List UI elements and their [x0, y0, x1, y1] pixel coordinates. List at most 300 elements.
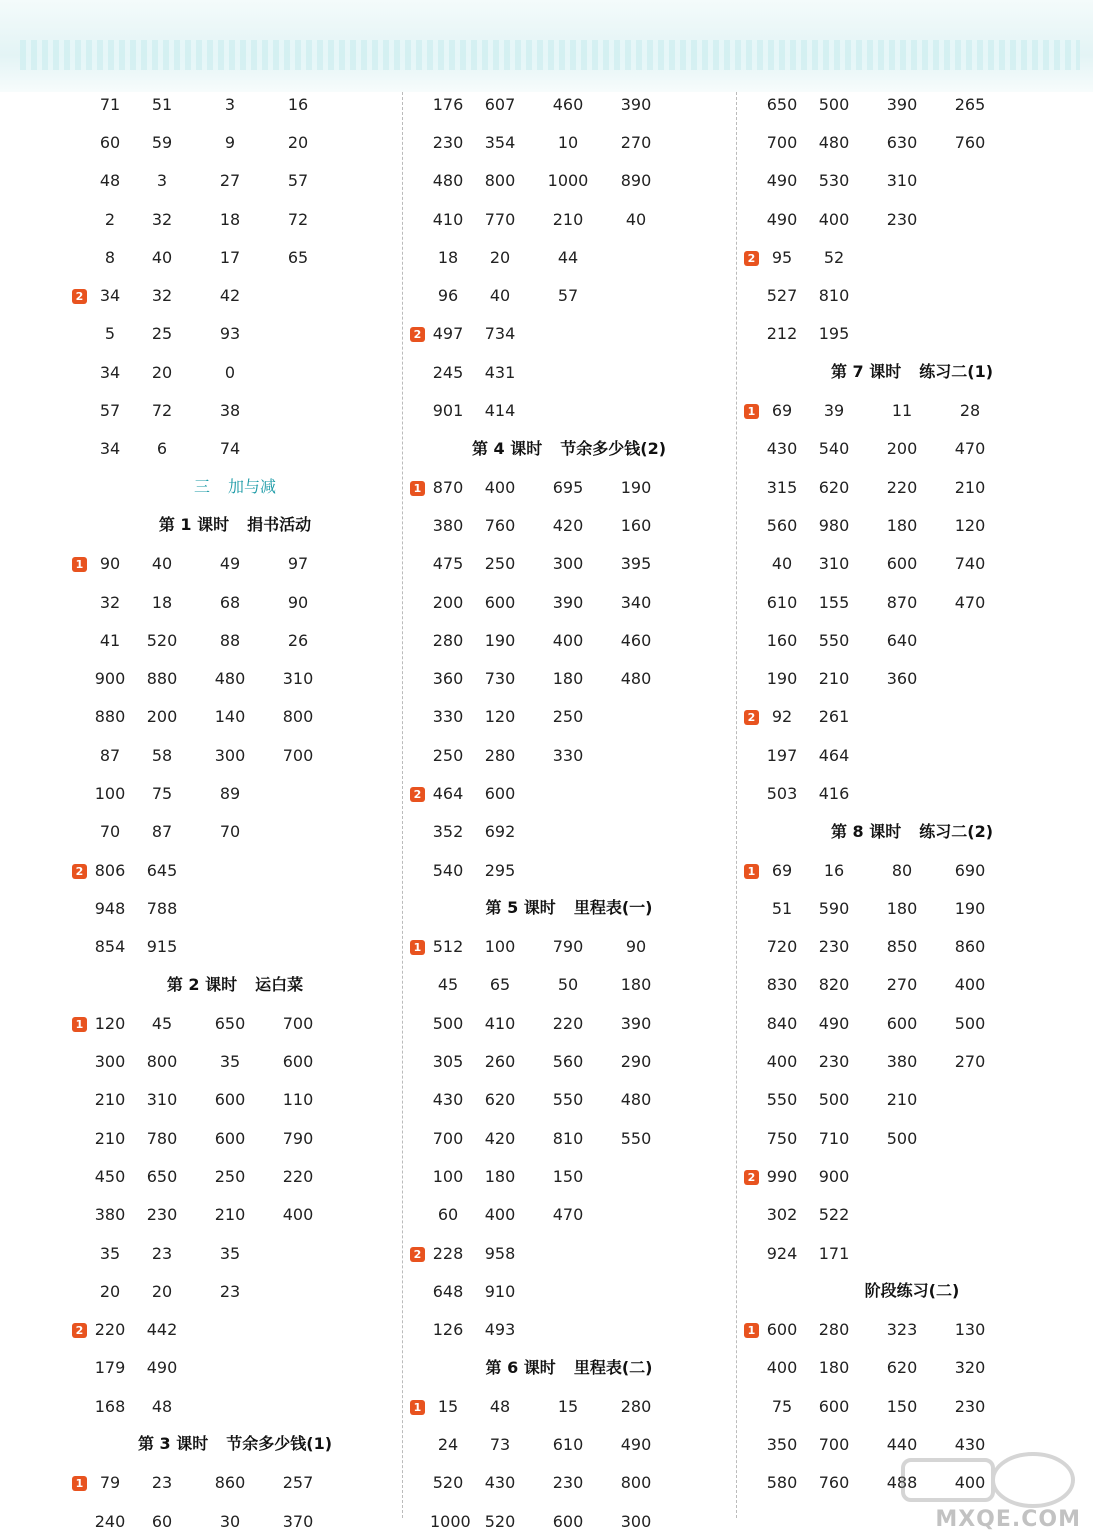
answer-value: 810 [818, 286, 850, 306]
answer-value: 550 [552, 1090, 584, 1110]
answer-value: 6 [156, 439, 168, 459]
answer-value: 475 [432, 554, 464, 574]
answer-value: 600 [484, 783, 516, 803]
answer-row [742, 966, 1082, 1004]
answer-value: 420 [484, 1128, 516, 1148]
answer-value: 890 [620, 171, 652, 191]
answer-row [408, 85, 730, 123]
answer-value: 354 [484, 132, 516, 152]
answer-value: 60 [437, 1205, 459, 1225]
answer-row [70, 276, 400, 314]
answer-value: 490 [620, 1435, 652, 1455]
answer-value: 648 [432, 1281, 464, 1301]
answer-value: 800 [146, 1052, 178, 1072]
answer-value: 9 [224, 132, 236, 152]
question-number-badge: 2 [72, 864, 87, 879]
answer-value: 550 [766, 1090, 798, 1110]
answer-value: 315 [766, 477, 798, 497]
answer-value: 190 [766, 669, 798, 689]
answer-value: 360 [886, 669, 918, 689]
answer-value: 18 [437, 247, 459, 267]
answer-row [742, 1081, 1082, 1119]
answer-value: 190 [484, 630, 516, 650]
answer-value: 600 [214, 1128, 246, 1148]
answer-value: 79 [99, 1473, 121, 1493]
answer-row [408, 1464, 730, 1502]
answer-value: 430 [766, 439, 798, 459]
answer-value: 980 [818, 515, 850, 535]
answer-value: 51 [771, 898, 793, 918]
answer-value: 261 [818, 707, 850, 727]
answer-row [408, 1234, 730, 1272]
lesson-title: 节余多少钱(2) [560, 438, 667, 458]
answer-value: 80 [891, 860, 913, 880]
answer-value: 330 [552, 745, 584, 765]
answer-value: 440 [886, 1435, 918, 1455]
answer-value: 550 [818, 630, 850, 650]
answer-value: 3 [156, 171, 168, 191]
answer-value: 400 [954, 975, 986, 995]
answer-row [70, 1502, 400, 1540]
answer-value: 87 [99, 745, 121, 765]
answer-value: 210 [94, 1128, 126, 1148]
answer-row [408, 1311, 730, 1349]
lesson-number: 第 4 课时 [471, 438, 543, 458]
badge-slot [408, 784, 430, 803]
answer-value: 788 [146, 898, 178, 918]
answer-value: 70 [99, 822, 121, 842]
answer-value: 503 [766, 783, 798, 803]
answer-row [70, 353, 400, 391]
answer-value: 390 [552, 592, 584, 612]
lesson-title: 里程表(二) [573, 1357, 653, 1377]
answer-row [408, 353, 730, 391]
answer-row [408, 583, 730, 621]
answer-row [742, 545, 1082, 583]
answer-row [742, 276, 1082, 314]
answer-value: 250 [484, 554, 516, 574]
answer-value: 620 [818, 477, 850, 497]
answer-value: 1000 [430, 1511, 471, 1531]
answer-value: 910 [484, 1281, 516, 1301]
question-number-badge: 2 [410, 1247, 425, 1262]
answer-value: 600 [552, 1511, 584, 1531]
answer-value: 840 [766, 1013, 798, 1033]
answer-value: 645 [146, 860, 178, 880]
answer-value: 44 [557, 247, 579, 267]
answer-row [408, 123, 730, 161]
answer-value: 65 [287, 247, 309, 267]
lesson-title: 练习二(1) [919, 362, 994, 382]
answer-value: 530 [818, 171, 850, 191]
answer-value: 34 [99, 439, 121, 459]
badge-slot [742, 707, 764, 726]
answer-row [408, 391, 730, 429]
answer-value: 150 [552, 1166, 584, 1186]
answer-value: 90 [287, 592, 309, 612]
answer-value: 380 [432, 515, 464, 535]
answer-value: 120 [94, 1013, 126, 1033]
answer-value: 600 [282, 1052, 314, 1072]
watermark-site: MXQE.COM [935, 1507, 1081, 1532]
answer-row [70, 1387, 400, 1425]
answer-value: 70 [219, 822, 241, 842]
answer-value: 230 [818, 1052, 850, 1072]
answer-value: 17 [219, 247, 241, 267]
answer-value: 60 [151, 1511, 173, 1531]
answer-value: 500 [818, 1090, 850, 1110]
answer-value: 2 [104, 209, 116, 229]
question-number-badge: 1 [744, 404, 759, 419]
question-number-badge: 2 [72, 289, 87, 304]
answer-value: 410 [432, 209, 464, 229]
unit-title: 加与减 [228, 476, 277, 496]
answer-value: 150 [886, 1396, 918, 1416]
answer-value: 180 [886, 515, 918, 535]
answer-value: 90 [625, 937, 647, 957]
answer-value: 280 [432, 630, 464, 650]
answer-value: 30 [219, 1511, 241, 1531]
answer-value: 72 [151, 401, 173, 421]
answer-value: 330 [432, 707, 464, 727]
answer-value: 200 [432, 592, 464, 612]
answer-value: 580 [766, 1473, 798, 1493]
answer-value: 270 [954, 1052, 986, 1072]
answer-value: 270 [620, 132, 652, 152]
lesson-number: 第 5 课时 [485, 898, 556, 918]
answer-row [70, 736, 400, 774]
answer-row [742, 1004, 1082, 1042]
answer-value: 35 [99, 1243, 121, 1263]
answer-value: 830 [766, 975, 798, 995]
lesson-number: 第 8 课时 [830, 821, 902, 841]
answer-value: 69 [771, 860, 793, 880]
lesson-number: 第 3 课时 [137, 1434, 209, 1454]
answer-value: 800 [620, 1473, 652, 1493]
answer-value: 48 [151, 1396, 173, 1416]
answer-row [408, 1119, 730, 1157]
answer-row [70, 1349, 400, 1387]
lesson-heading [70, 966, 400, 1004]
answer-row [408, 468, 730, 506]
answer-value: 265 [954, 94, 986, 114]
answer-value: 120 [954, 515, 986, 535]
answer-row [70, 391, 400, 429]
answer-value: 480 [620, 669, 652, 689]
answer-value: 420 [552, 515, 584, 535]
column-divider [402, 92, 403, 1518]
answer-value: 520 [432, 1473, 464, 1493]
answer-row [70, 1157, 400, 1195]
answer-value: 1000 [547, 171, 589, 191]
answer-value: 395 [620, 554, 652, 574]
answer-value: 490 [766, 171, 798, 191]
answer-value: 310 [886, 171, 918, 191]
answer-value: 520 [484, 1511, 516, 1531]
answer-value: 550 [620, 1128, 652, 1148]
answer-value: 310 [146, 1090, 178, 1110]
answer-value: 380 [886, 1052, 918, 1072]
answer-value: 854 [94, 937, 126, 957]
badge-slot [70, 554, 92, 573]
answer-value: 880 [146, 669, 178, 689]
answer-value: 210 [94, 1090, 126, 1110]
answer-value: 522 [818, 1205, 850, 1225]
answer-value: 900 [94, 669, 126, 689]
answer-value: 806 [94, 860, 126, 880]
answer-value: 710 [818, 1128, 850, 1148]
answer-value: 57 [287, 171, 309, 191]
answer-value: 100 [484, 937, 516, 957]
answer-value: 48 [489, 1396, 511, 1416]
answer-row [408, 276, 730, 314]
answer-value: 32 [151, 286, 173, 306]
answer-value: 27 [219, 171, 241, 191]
badge-slot [742, 1167, 764, 1186]
answer-row [742, 698, 1082, 736]
lesson-heading [70, 1425, 400, 1463]
lesson-title: 阶段练习(二) [864, 1281, 960, 1301]
answer-value: 450 [94, 1166, 126, 1186]
answer-value: 901 [432, 401, 464, 421]
answer-value: 48 [99, 171, 121, 191]
answer-row [70, 1311, 400, 1349]
answer-row [408, 698, 730, 736]
answer-row [408, 1004, 730, 1042]
answer-value: 210 [954, 477, 986, 497]
answer-value: 15 [557, 1396, 579, 1416]
answer-value: 390 [620, 94, 652, 114]
lesson-title: 练习二(2) [919, 821, 994, 841]
answer-value: 88 [219, 630, 241, 650]
answer-row [742, 1387, 1082, 1425]
answer-value: 180 [552, 669, 584, 689]
answer-value: 600 [886, 1013, 918, 1033]
answer-value: 228 [432, 1243, 464, 1263]
answer-value: 32 [151, 209, 173, 229]
answer-value: 480 [620, 1090, 652, 1110]
badge-slot [70, 286, 92, 305]
answer-value: 179 [94, 1358, 126, 1378]
answer-value: 34 [99, 286, 121, 306]
answer-value: 171 [818, 1243, 850, 1263]
answer-row [70, 200, 400, 238]
answer-value: 400 [282, 1205, 314, 1225]
answer-value: 870 [432, 477, 464, 497]
answer-row [70, 813, 400, 851]
answer-row [408, 545, 730, 583]
answer-value: 220 [886, 477, 918, 497]
answer-value: 870 [886, 592, 918, 612]
answer-value: 352 [432, 822, 464, 842]
answer-value: 958 [484, 1243, 516, 1263]
answer-value: 460 [552, 94, 584, 114]
answer-value: 8 [104, 247, 116, 267]
answer-value: 210 [214, 1205, 246, 1225]
question-number-badge: 1 [410, 481, 425, 496]
answer-value: 41 [99, 630, 121, 650]
answer-value: 190 [954, 898, 986, 918]
answer-row [408, 238, 730, 276]
answer-row [70, 621, 400, 659]
answer-value: 11 [891, 401, 913, 421]
answer-value: 180 [818, 1358, 850, 1378]
answer-row [70, 889, 400, 927]
answer-value: 10 [557, 132, 579, 152]
answer-value: 270 [886, 975, 918, 995]
answer-value: 38 [219, 401, 241, 421]
answer-value: 480 [818, 132, 850, 152]
answer-value: 734 [484, 324, 516, 344]
answer-value: 40 [771, 554, 793, 574]
answer-value: 690 [954, 860, 986, 880]
answer-value: 490 [818, 1013, 850, 1033]
answer-value: 5 [104, 324, 116, 344]
answer-value: 692 [484, 822, 516, 842]
answer-value: 23 [219, 1281, 241, 1301]
answer-value: 800 [484, 171, 516, 191]
answer-value: 620 [886, 1358, 918, 1378]
answer-row [742, 1234, 1082, 1272]
answer-value: 240 [94, 1511, 126, 1531]
answer-row [408, 1502, 730, 1540]
answer-value: 20 [99, 1281, 121, 1301]
lesson-heading [408, 430, 730, 468]
answer-value: 850 [886, 937, 918, 957]
answer-value: 220 [552, 1013, 584, 1033]
answer-value: 500 [818, 94, 850, 114]
answer-row [742, 391, 1082, 429]
answer-value: 540 [818, 439, 850, 459]
question-number-badge: 1 [72, 1476, 87, 1491]
answer-row [408, 813, 730, 851]
header-decor-stripe [20, 40, 1080, 70]
answer-value: 49 [219, 554, 241, 574]
answer-value: 948 [94, 898, 126, 918]
answer-value: 600 [214, 1090, 246, 1110]
answer-value: 780 [146, 1128, 178, 1148]
answer-value: 39 [823, 401, 845, 421]
answer-value: 760 [954, 132, 986, 152]
question-number-badge: 2 [744, 710, 759, 725]
answer-value: 740 [954, 554, 986, 574]
answer-value: 370 [282, 1511, 314, 1531]
answer-value: 464 [432, 783, 464, 803]
answer-value: 800 [282, 707, 314, 727]
answer-value: 140 [214, 707, 246, 727]
answer-row [70, 928, 400, 966]
answer-value: 230 [146, 1205, 178, 1225]
answer-value: 200 [886, 439, 918, 459]
answer-value: 600 [886, 554, 918, 574]
answer-value: 860 [954, 937, 986, 957]
answer-column-2 [408, 85, 730, 1531]
answer-value: 280 [620, 1396, 652, 1416]
answer-row [70, 698, 400, 736]
question-number-badge: 1 [72, 557, 87, 572]
answer-value: 35 [219, 1052, 241, 1072]
answer-value: 45 [437, 975, 459, 995]
answer-value: 300 [552, 554, 584, 574]
lesson-heading [742, 813, 1082, 851]
answer-value: 590 [818, 898, 850, 918]
badge-slot [70, 1320, 92, 1339]
answer-row [742, 315, 1082, 353]
answer-value: 16 [287, 94, 309, 114]
lesson-title: 捐书活动 [247, 515, 312, 535]
answer-value: 0 [224, 362, 236, 382]
answer-value: 520 [146, 630, 178, 650]
unit-heading [70, 468, 400, 506]
answer-value: 700 [432, 1128, 464, 1148]
answer-value: 197 [766, 745, 798, 765]
answer-row [742, 430, 1082, 468]
answer-value: 51 [151, 94, 173, 114]
answer-column-3 [742, 85, 1082, 1526]
answer-row [70, 1196, 400, 1234]
badge-slot [70, 861, 92, 880]
answer-value: 35 [219, 1243, 241, 1263]
answer-value: 540 [432, 860, 464, 880]
answer-row [70, 1081, 400, 1119]
answer-value: 442 [146, 1320, 178, 1340]
answer-value: 305 [432, 1052, 464, 1072]
answer-value: 26 [287, 630, 309, 650]
answer-value: 195 [818, 324, 850, 344]
answer-value: 302 [766, 1205, 798, 1225]
answer-value: 500 [886, 1128, 918, 1148]
answer-value: 430 [432, 1090, 464, 1110]
badge-slot [70, 1473, 92, 1492]
badge-slot [408, 1397, 430, 1416]
page-header-band [0, 0, 1093, 92]
lesson-number: 第 6 课时 [485, 1357, 556, 1377]
answer-row [70, 1119, 400, 1157]
answer-row [742, 85, 1082, 123]
answer-value: 924 [766, 1243, 798, 1263]
answer-row [408, 1387, 730, 1425]
lesson-title: 节余多少钱(1) [226, 1434, 333, 1454]
answer-value: 990 [766, 1166, 798, 1186]
answer-value: 45 [151, 1013, 173, 1033]
answer-value: 25 [151, 324, 173, 344]
answer-value: 176 [432, 94, 464, 114]
answer-value: 92 [771, 707, 793, 727]
answer-value: 58 [151, 745, 173, 765]
answer-row [70, 430, 400, 468]
answer-value: 110 [282, 1090, 314, 1110]
answer-row [742, 889, 1082, 927]
answer-row [70, 659, 400, 697]
answer-row [742, 1196, 1082, 1234]
answer-row [70, 315, 400, 353]
answer-value: 120 [484, 707, 516, 727]
question-number-badge: 2 [744, 251, 759, 266]
answer-value: 190 [620, 477, 652, 497]
badge-slot [742, 248, 764, 267]
answer-value: 18 [219, 209, 241, 229]
answer-value: 126 [432, 1320, 464, 1340]
answer-value: 20 [489, 247, 511, 267]
answer-value: 32 [99, 592, 121, 612]
badge-slot [408, 324, 430, 343]
answer-value: 230 [954, 1396, 986, 1416]
answer-row [408, 200, 730, 238]
question-number-badge: 1 [410, 940, 425, 955]
answer-value: 610 [552, 1435, 584, 1455]
answer-row [408, 1042, 730, 1080]
answer-row [70, 1042, 400, 1080]
